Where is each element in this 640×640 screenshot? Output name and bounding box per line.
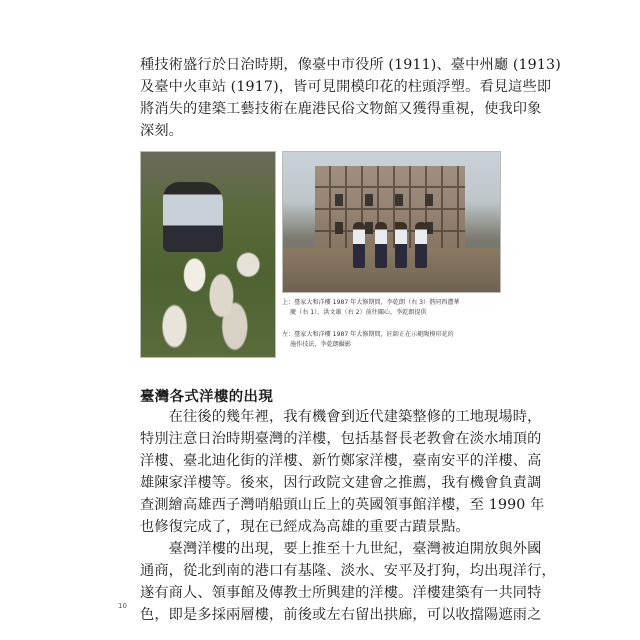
text-line: 雄陳家洋樓等。後來，因行政院文建會之推薦，我有機會負責調	[140, 475, 542, 491]
text-line: 色，即是多採兩層樓，前後或左右留出拱廊，可以收擋陽遮雨之	[140, 607, 542, 623]
building-restoration-photo	[282, 151, 501, 293]
caption-line: 施作技法，李乾朗攝影	[282, 341, 351, 348]
text-line: 及臺中火車站 (1917)，皆可見開模印花的柱頭浮塑。看見這些即	[140, 79, 552, 95]
text-line: 洋樓、臺北迪化街的洋樓、新竹鄭家洋樓，臺南安平的洋樓、高	[140, 453, 542, 469]
text-line: 將消失的建築工藝技術在鹿港民俗文物館又獲得重視，使我印象	[140, 101, 542, 117]
text-line: 查測繪高雄西子灣哨船頭山丘上的英國領事館洋樓，至 1990 年	[140, 497, 545, 513]
text-line: 通商，從北到南的港口有基隆、淡水、安平及打狗，均出現洋行，	[140, 563, 556, 579]
person-figure	[415, 222, 427, 268]
intro-paragraph	[140, 54, 561, 142]
caption-line: 上：臺家大和洋樓 1987 年大修期間，李乾朗（右 3）偕同西灃華	[282, 299, 460, 306]
text-line: 特別注意日治時期臺灣的洋樓，包括基督長老教會在淡水埔頂的	[140, 431, 542, 447]
text-line: 臺灣洋樓的出現，要上推至十九世紀，臺灣被迫開放與外國	[140, 541, 542, 557]
caption-left	[282, 330, 502, 350]
western-building	[315, 166, 465, 248]
craftsman-photo	[140, 151, 276, 358]
section-title: 臺灣各式洋樓的出現	[140, 388, 274, 405]
text-line: 種技術盛行於日治時期，像臺中市役所 (1911)、臺中州廳 (1913)	[140, 57, 561, 73]
caption-line: 慶（右 1）、洪文雄（右 2）前往關心，李乾朗提供	[282, 309, 427, 316]
page-number: 10	[118, 602, 127, 610]
construction-ground	[283, 248, 500, 292]
craftsman-figure	[163, 182, 223, 252]
text-line: 也修復完成了，現在已經成為高雄的重要古蹟景點。	[140, 519, 470, 535]
person-figure	[353, 222, 365, 268]
caption-line: 左：臺家大和洋樓 1987 年大修期間，匠師正在示範陶模印花的	[282, 331, 454, 338]
person-figure	[395, 222, 407, 268]
person-figure	[375, 222, 387, 268]
caption-top	[282, 298, 502, 318]
text-line: 遂有商人、領事館及傳教士所興建的洋樓。洋樓建築有一共同特	[140, 585, 542, 601]
text-line: 在往後的幾年裡，我有機會到近代建築整修的工地現場時，	[140, 409, 542, 425]
section-body	[140, 406, 556, 626]
text-line: 深刻。	[140, 123, 184, 139]
